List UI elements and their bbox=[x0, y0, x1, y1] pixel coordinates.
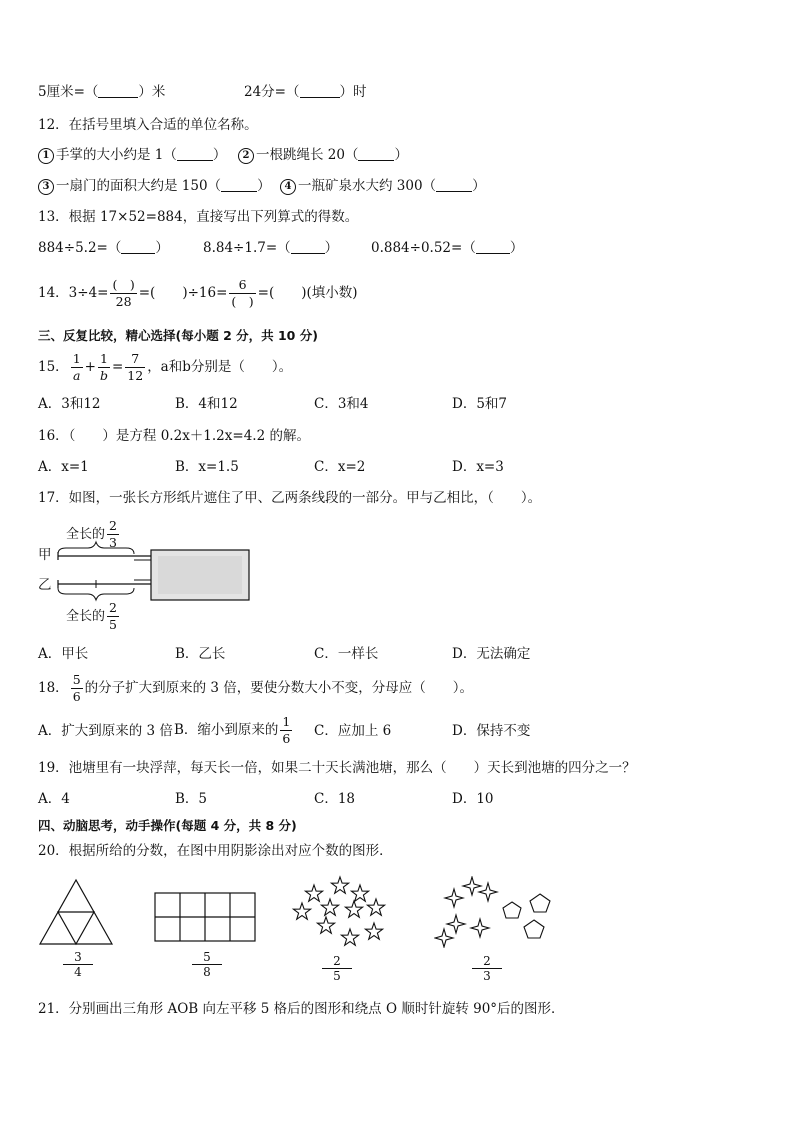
answer-blank[interactable] bbox=[358, 147, 394, 161]
fraction-denominator: 6 bbox=[72, 689, 81, 704]
q18-option-c[interactable]: C．应加上 6 bbox=[314, 723, 392, 739]
fraction-numerator: 5 bbox=[192, 950, 222, 965]
circled-number-2: 2 bbox=[238, 148, 254, 164]
q17-option-b[interactable]: B．乙长 bbox=[175, 646, 226, 662]
q15-suffix: ，a和b分别是（ ）。 bbox=[147, 359, 293, 375]
fraction-denominator: 4 bbox=[74, 965, 82, 979]
q14-suffix: =( )(填小数) bbox=[257, 285, 358, 301]
label-jia: 甲 bbox=[38, 547, 52, 563]
circled-number-1: 1 bbox=[38, 148, 54, 164]
q14-line bbox=[38, 270, 358, 316]
q15-prefix: 15． bbox=[38, 359, 69, 375]
min-to-h-prefix: 24分=（ bbox=[244, 84, 300, 100]
answer-blank[interactable] bbox=[300, 84, 340, 98]
fraction-numerator: 1 bbox=[98, 351, 110, 368]
q18-stem: 的分子扩大到原来的 3 倍，要使分数大小不变，分母应（ ）。 bbox=[84, 680, 474, 696]
q17-stem: 17．如图，一张长方形纸片遮住了甲、乙两条线段的一部分。甲与乙相比，（ ）。 bbox=[38, 490, 542, 506]
q16-option-c[interactable]: C．x=2 bbox=[314, 459, 366, 475]
fraction-numerator: 5 bbox=[72, 672, 81, 687]
q13-expr-2: 8.84÷1.7=（ bbox=[203, 240, 291, 256]
q15-option-b[interactable]: B．4和12 bbox=[175, 396, 238, 412]
fraction-five-sixths bbox=[71, 672, 83, 705]
fraction-five-eighths bbox=[192, 950, 222, 979]
q12-title: 12．在括号里填入合适的单位名称。 bbox=[38, 117, 258, 133]
answer-blank[interactable] bbox=[177, 147, 213, 161]
q15-option-c[interactable]: C．3和4 bbox=[314, 396, 369, 412]
fraction-numerator: 1 bbox=[72, 351, 81, 366]
q12-row2-b bbox=[280, 177, 486, 195]
fraction-denominator: 3 bbox=[109, 535, 117, 550]
answer-blank[interactable] bbox=[436, 178, 472, 192]
top-brace bbox=[58, 542, 134, 554]
q17-option-a[interactable]: A．甲长 bbox=[38, 646, 89, 662]
close-paren: ） bbox=[212, 147, 227, 163]
fraction-one-sixth bbox=[280, 714, 292, 747]
q12-item-4: 一瓶矿泉水大约 300（ bbox=[298, 178, 437, 194]
q13-title: 13．根据 17×52=884，直接写出下列算式的得数。 bbox=[38, 209, 359, 225]
full-length-text: 全长的 bbox=[66, 527, 106, 542]
q16-option-d[interactable]: D．x=3 bbox=[452, 459, 504, 475]
q14-fraction-1 bbox=[110, 277, 136, 310]
q12-item-2: 一根跳绳长 20（ bbox=[256, 147, 359, 163]
cm-to-m-suffix: ）米 bbox=[138, 84, 166, 100]
fraction-numerator: 3 bbox=[63, 950, 93, 965]
q12-item-1: 手掌的大小约是 1（ bbox=[56, 147, 177, 163]
q14-middle: =( )÷16= bbox=[138, 285, 228, 301]
fraction-denominator: a bbox=[72, 368, 81, 383]
section-3-heading: 三、反复比较，精心选择(每小题 2 分，共 10 分) bbox=[38, 328, 318, 343]
q12-item-3: 一扇门的面积大约是 150（ bbox=[56, 178, 222, 194]
q15-fraction-a bbox=[71, 351, 83, 384]
fraction-numerator: 2 bbox=[472, 954, 502, 969]
fraction-denominator: 28 bbox=[115, 294, 132, 309]
pentagon-shape bbox=[524, 920, 544, 938]
q19-option-a[interactable]: A．4 bbox=[38, 791, 70, 807]
bottom-brace bbox=[58, 588, 134, 600]
fraction-denominator: b bbox=[99, 368, 108, 383]
close-paren: ） bbox=[509, 240, 524, 256]
q18-option-a[interactable]: A．扩大到原来的 3 倍 bbox=[38, 723, 173, 739]
circled-number-4: 4 bbox=[280, 179, 296, 195]
q16-stem: 16．（ ）是方程 0.2x＋1.2x=4.2 的解。 bbox=[38, 428, 310, 444]
fraction-numerator: 7 bbox=[125, 351, 145, 368]
q18-option-b[interactable] bbox=[174, 710, 294, 750]
q19-option-d[interactable]: D．10 bbox=[452, 791, 494, 807]
q18-option-d[interactable]: D．保持不变 bbox=[452, 723, 531, 739]
q15-option-a[interactable]: A．3和12 bbox=[38, 396, 101, 412]
q16-option-b[interactable]: B．x=1.5 bbox=[175, 459, 239, 475]
fraction-numerator: 2 bbox=[109, 518, 117, 533]
q20-stem: 20．根据所给的分数，在图中用阴影涂出对应个数的图形． bbox=[38, 843, 393, 859]
q11-line bbox=[38, 83, 165, 101]
fraction-two-thirds bbox=[472, 954, 502, 983]
answer-blank[interactable] bbox=[121, 240, 155, 254]
pentagon-shape bbox=[530, 894, 550, 912]
answer-blank[interactable] bbox=[291, 240, 325, 254]
q15-option-d[interactable]: D．5和7 bbox=[452, 396, 508, 412]
q14-fraction-2 bbox=[229, 277, 255, 310]
q17-option-d[interactable]: D．无法确定 bbox=[452, 646, 531, 662]
fraction-numerator: 2 bbox=[109, 600, 117, 615]
q17-figure bbox=[36, 516, 256, 634]
q16-option-a[interactable]: A．x=1 bbox=[38, 459, 89, 475]
answer-blank[interactable] bbox=[476, 240, 510, 254]
full-length-text: 全长的 bbox=[66, 609, 106, 624]
equals-sign: = bbox=[111, 359, 124, 375]
q19-option-b[interactable]: B．5 bbox=[175, 791, 208, 807]
fraction-two-fifths bbox=[322, 954, 352, 983]
fraction-denominator: 6 bbox=[282, 731, 291, 746]
fraction-numerator: 1 bbox=[282, 714, 291, 729]
close-paren: ） bbox=[257, 178, 271, 194]
cm-to-m-prefix: 5厘米=（ bbox=[38, 84, 99, 100]
q12-row1-b bbox=[238, 146, 408, 164]
fraction-three-quarters bbox=[63, 950, 93, 979]
q18-prefix: 18． bbox=[38, 680, 69, 696]
q13-expr-1: 884÷5.2=（ bbox=[38, 240, 122, 256]
fraction-denominator: 3 bbox=[483, 969, 491, 983]
section-4-heading: 四、动脑思考，动手操作(每题 4 分，共 8 分) bbox=[38, 818, 297, 833]
answer-blank[interactable] bbox=[221, 178, 257, 192]
q15-fraction-result bbox=[125, 351, 145, 384]
plus-sign: + bbox=[84, 359, 96, 375]
triangle-figure[interactable] bbox=[38, 878, 118, 948]
q12-row2 bbox=[38, 177, 271, 195]
stars-figure[interactable] bbox=[288, 874, 388, 950]
q13-item-2 bbox=[203, 239, 338, 257]
q12-row1 bbox=[38, 146, 226, 164]
answer-blank[interactable] bbox=[98, 84, 138, 98]
pentagon-shape bbox=[503, 902, 521, 918]
min-to-h-suffix: ）时 bbox=[339, 84, 367, 100]
fraction-numerator: 2 bbox=[322, 954, 352, 969]
q13-item-3 bbox=[371, 239, 523, 257]
q18-line bbox=[38, 668, 473, 708]
stars-pentagons-figure[interactable] bbox=[434, 876, 556, 948]
close-paren: ） bbox=[324, 240, 339, 256]
q13-expr-3: 0.884÷0.52=（ bbox=[371, 240, 476, 256]
q21-stem: 21．分别画出三角形 AOB 向左平移 5 格后的图形和绕点 O 顺时针旋转 90°后的图形． bbox=[38, 1001, 565, 1017]
fraction-denominator: 5 bbox=[109, 617, 117, 632]
close-paren: ） bbox=[394, 147, 408, 163]
q13-item-1 bbox=[38, 239, 169, 257]
q19-stem: 19．池塘里有一块浮萍，每天长一倍，如果二十天长满池塘，那么（ ）天长到池塘的四分之一？ bbox=[38, 760, 636, 776]
fraction-numerator[interactable]: ( ) bbox=[112, 277, 135, 292]
grid-rectangle-figure[interactable] bbox=[154, 892, 258, 944]
q19-option-c[interactable]: C．18 bbox=[314, 791, 356, 807]
q15-line bbox=[38, 347, 292, 387]
q15-fraction-b bbox=[98, 351, 110, 384]
q17-option-c[interactable]: C．一样长 bbox=[314, 646, 379, 662]
fraction-numerator: 6 bbox=[229, 277, 255, 294]
close-paren: ） bbox=[155, 240, 169, 256]
fraction-denominator: 5 bbox=[333, 969, 341, 983]
fraction-denominator: 8 bbox=[203, 965, 211, 979]
close-paren: ） bbox=[472, 178, 486, 194]
q18-option-b-text: B．缩小到原来的 bbox=[174, 722, 279, 738]
circled-number-3: 3 bbox=[38, 179, 54, 195]
label-yi: 乙 bbox=[38, 577, 52, 593]
segments-diagram bbox=[36, 516, 256, 634]
q11-line-right bbox=[244, 83, 367, 101]
q14-prefix: 14．3÷4= bbox=[38, 285, 109, 301]
fraction-denominator: 12 bbox=[127, 368, 144, 383]
fraction-denominator[interactable]: ( ) bbox=[231, 294, 254, 309]
